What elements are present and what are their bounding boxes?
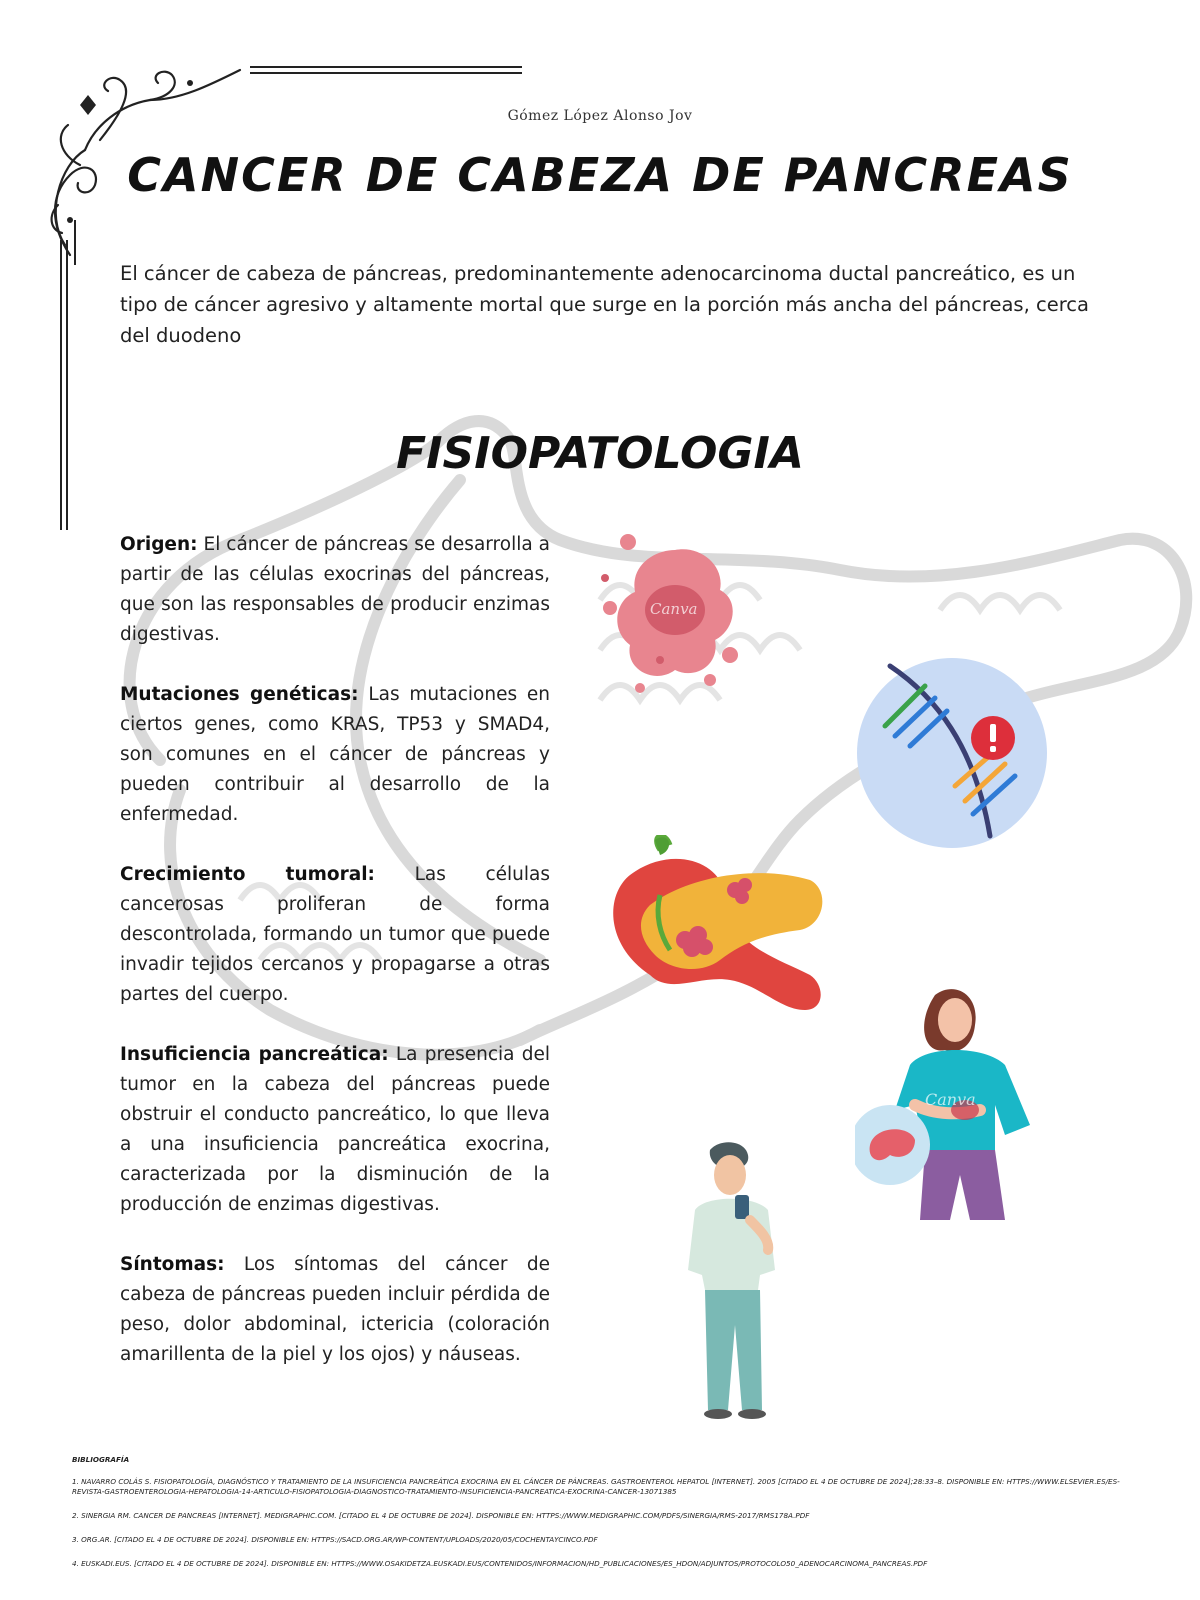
paragraph-text: El cáncer de páncreas se desarrolla a partir de las células exocrinas del páncreas, que son las responsables de producir enzimas digestivas. (120, 534, 550, 645)
paragraph-text: Los síntomas del cáncer de cabeza de páncreas pueden incluir pérdida de peso, dolor abdominal, ictericia (coloración amarillenta de la piel y los ojos) y náuseas. (120, 1254, 550, 1365)
paragraph-text: Las mutaciones en ciertos genes, como KRAS, TP53 y SMAD4, son comunes en el cáncer de páncreas y pueden contribuir al desarrollo de la enfermedad. (120, 684, 550, 825)
paragraph-mutaciones (120, 680, 550, 830)
paragraph-crecimiento (120, 860, 550, 1010)
author-name: Gómez López Alonso Jov (507, 108, 693, 124)
canva-watermark: Canva (650, 600, 698, 618)
section-title: FISIOPATOLOGIA (396, 428, 804, 479)
bibliography-ref: 3. ORG.AR. [CITADO EL 4 DE OCTUBRE DE 2024]. DISPONIBLE EN: HTTPS://SACD.ORG.AR/WP-CONTENT/UPLOADS/2020/05/COCHENTAYCINCO.PDF (72, 1535, 598, 1544)
paragraph-text: Las células cancerosas proliferan de forma descontrolada, formando un tumor que puede invadir tejidos cercanos y propagarse a otras partes del cuerpo. (120, 864, 550, 1005)
paragraph-text: La presencia del tumor en la cabeza del páncreas puede obstruir el conducto pancreático, lo que lleva a una insuficiencia pancreática exocrina, caracterizada por la disminución de la producción de enzimas digestivas. (120, 1044, 550, 1215)
bibliography-heading: BIBLIOGRAFÍA (72, 1455, 130, 1464)
paragraph-label: Insuficiencia pancreática: (120, 1044, 389, 1065)
dna-mutation-illustration (855, 656, 1050, 851)
paragraph-origen (120, 530, 550, 650)
woman-abdominal-pain-illustration (855, 985, 1075, 1220)
pancreas-tumor-illustration (610, 835, 840, 1045)
bibliography-ref: 4. EUSKADI.EUS. [CITADO EL 4 DE OCTUBRE DE 2024]. DISPONIBLE EN: HTTPS://WWW.OSAKIDETZA.EUSKADI.EUS/CONTENIDOS/INFORMACION/HD_PUBLICACIONES/ES_HDON/ADJUNTOS/PROTOCOLO50_ADENOCARCINOMA_PANCREAS.PDF (72, 1559, 928, 1568)
paragraph-label: Mutaciones genéticas: (120, 684, 359, 705)
intro-paragraph: El cáncer de cabeza de páncreas, predominantemente adenocarcinoma ductal pancreático, es un tipo de cáncer agresivo y altamente mortal que surge en la porción más ancha del páncreas, cerca del duodeno (120, 262, 1089, 347)
paragraph-label: Síntomas: (120, 1254, 225, 1275)
bibliography-ref: 1. NAVARRO COLÁS S. FISIOPATOLOGÍA, DIAGNÓSTICO Y TRATAMIENTO DE LA INSUFICIENCIA PANCREÁTICA EXOCRINA EN EL CÁNCER DE PÁNCREAS. GASTROENTEROL HEPATOL [INTERNET]. 2005 [CITADO EL 4 DE OCTUBRE DE 2024];28:33–8. DISPONIBLE EN: HTTPS://WWW.ELSEVIER.ES/ES-REVISTA-GASTROENTEROLOGIA-HEPATOLOGIA-14-ARTICULO-FISIOPATOLOGIA-DIAGNOSTICO-TRATAMIENTO-INSUFICIENCIA-PANCREATICA-EXOCRINA-CANCER-13071385 (72, 1477, 1120, 1496)
canva-watermark: Canva (925, 1090, 976, 1109)
top-rule-1 (250, 66, 522, 68)
bibliography-ref: 2. SINERGIA RM. CANCER DE PANCREAS [INTERNET]. MEDIGRAPHIC.COM. [CITADO EL 4 DE OCTUBRE DE 2024]. DISPONIBLE EN: HTTPS://WWW.MEDIGRAPHIC.COM/PDFS/SINERGIA/RMS-2017/RMS178A.PDF (72, 1511, 810, 1520)
paragraph-label: Crecimiento tumoral: (120, 864, 375, 885)
man-worried-illustration (680, 1140, 790, 1420)
bibliography (72, 1455, 1132, 1583)
top-rule-2 (250, 72, 522, 74)
paragraph-label: Origen: (120, 534, 198, 555)
paragraph-sintomas (120, 1250, 550, 1370)
page-title: CANCER DE CABEZA DE PANCREAS (127, 148, 1073, 202)
paragraph-insuficiencia (120, 1040, 550, 1220)
cancer-cell-illustration (600, 530, 750, 700)
